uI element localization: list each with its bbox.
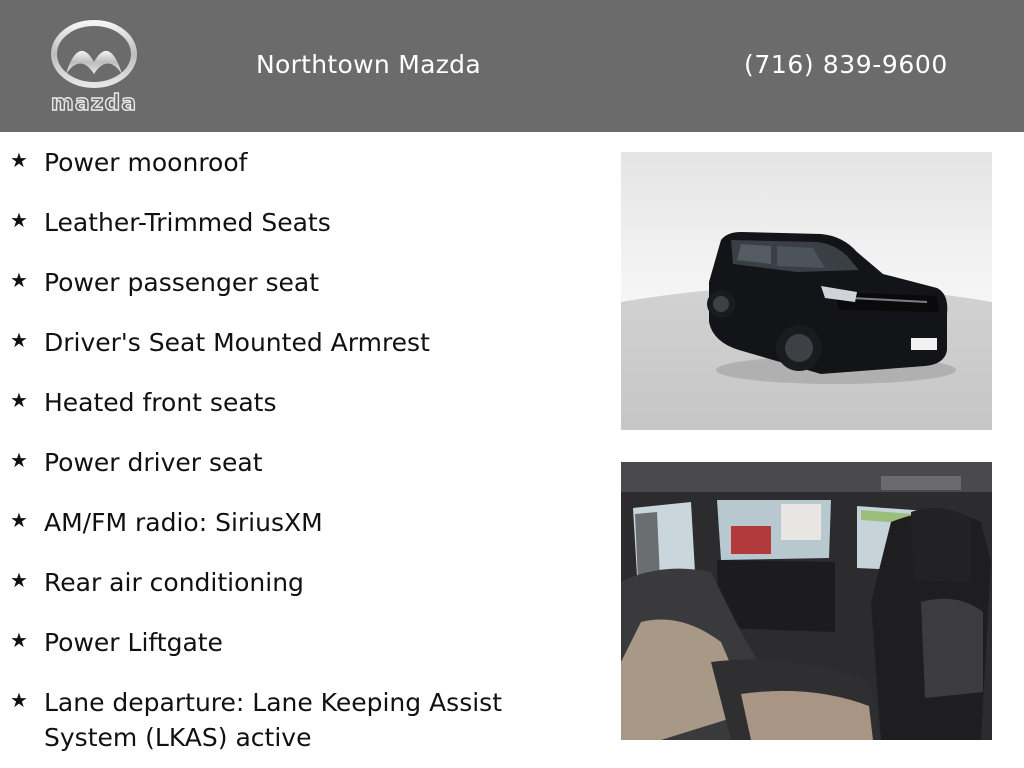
feature-item [10,505,590,565]
feature-label: Rear air conditioning [44,568,304,597]
feature-label: Power moonroof [44,148,248,177]
feature-item [10,685,530,755]
star-icon: ★ [10,508,28,532]
feature-label: Power passenger seat [44,268,319,297]
star-icon: ★ [10,268,28,292]
feature-label: Power driver seat [44,448,263,477]
vehicle-interior-photo[interactable] [621,462,992,740]
dealer-name: Northtown Mazda [256,50,481,79]
feature-label: Leather-Trimmed Seats [44,208,331,237]
feature-item [10,205,590,265]
star-icon: ★ [10,628,28,652]
feature-item [10,625,590,685]
vehicle-exterior-photo[interactable] [621,152,992,430]
feature-label: Heated front seats [44,388,277,417]
feature-item [10,145,590,205]
star-icon: ★ [10,388,28,412]
dealer-header [0,0,1024,132]
feature-item [10,445,590,505]
feature-item [10,325,590,385]
feature-label: AM/FM radio: SiriusXM [44,508,323,537]
svg-text:mazda: mazda [50,91,138,116]
suv-interior-image [621,462,992,740]
suv-exterior-image [621,152,992,430]
feature-item [10,385,590,445]
feature-label: Driver's Seat Mounted Armrest [44,328,430,357]
feature-label: Lane departure: Lane Keeping Assist System (LKAS) active [44,688,502,752]
feature-item [10,565,590,625]
mazda-logo-icon [42,18,146,116]
star-icon: ★ [10,328,28,352]
feature-item [10,265,590,325]
dealer-phone[interactable]: (716) 839-9600 [744,50,948,79]
feature-label: Power Liftgate [44,628,223,657]
feature-list [10,145,590,755]
star-icon: ★ [10,148,28,172]
star-icon: ★ [10,448,28,472]
mazda-logo [42,18,146,116]
star-icon: ★ [10,568,28,592]
star-icon: ★ [10,688,28,712]
star-icon: ★ [10,208,28,232]
